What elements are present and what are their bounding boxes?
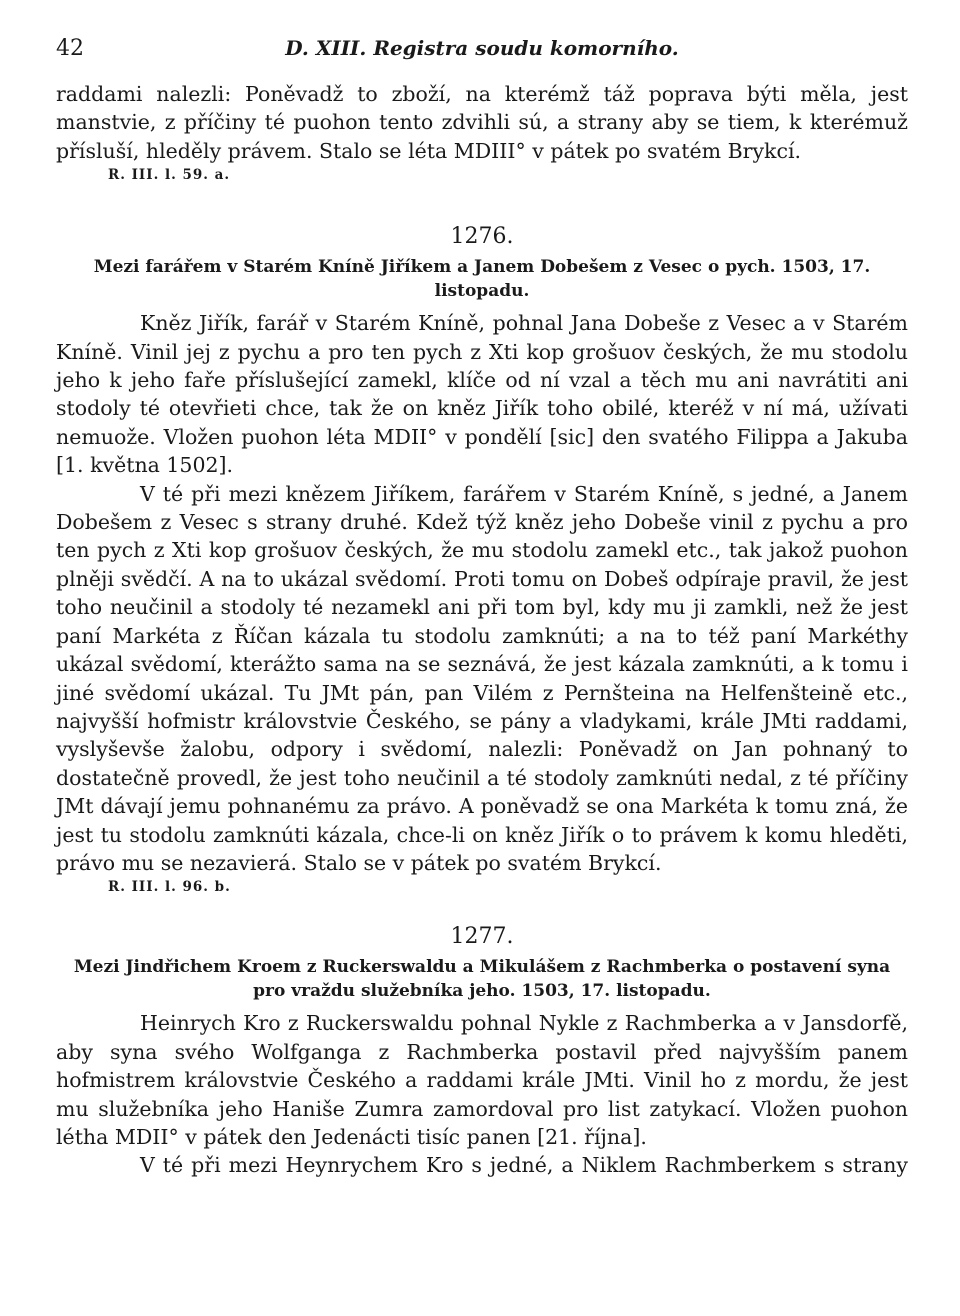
entry-reference: R. III. l. 96. b.	[108, 879, 231, 896]
entry-paragraph: Kněz Jiřík, farář v Starém Kníně, pohnal Jana Dobeše z Vesec a v Starém Kníně. Vinil jej z pychu a pro ten pych z Xti kop grošuov českých, že mu stodolu jeho k jeho faře příslušející zamekl, klíče od ní vzal a těch mu ani navrátiti ani stodoly té otevřieti chce, tak že on kněz Jiřík toho obilé, kteréž v ní má, užívati nemuože. Vložen puohon léta MDII° v pondělí [sic] den svatého Filippa a Jakuba [1. května 1502].	[56, 311, 908, 478]
entry-number: 1276.	[450, 224, 514, 250]
intro-paragraph: raddami nalezli: Poněvadž to zboží, na kterémž táž poprava býti měla, jest manstvie, z příčiny té puohon tento zdvihli sú, a strany aby se tiem, k kterémuž přísluší, hleděly právem. Stalo se léta MDIII° v pátek po svatém Brykcí.	[56, 82, 908, 163]
entry-summary: Mezi Jindřichem Kroem z Ruckerswaldu a Mikulášem z Rachmberka o postavení syna pro vraždu služebníka jeho. 1503, 17. listopadu.	[73, 957, 891, 1002]
entry-1276	[56, 223, 908, 895]
book-page	[0, 36, 960, 1316]
entry-paragraph: Heinrych Kro z Ruckerswaldu pohnal Nykle z Rachmberka a v Jansdorfě, aby syna svého Wolfganga z Rachmberka postavil před najvyšším panem hofmistrem královstvie Českého a raddami krále JMti. Vinil ho z mordu, že jest mu služebníka jeho Haniše Zumra zamordoval pro list zatykací. Vložen puohon létha MDII° v pátek den Jedenácti tisíc panen [21. října].	[56, 1011, 908, 1149]
intro-reference: R. III. l. 59. a.	[108, 167, 231, 184]
entry-paragraph: V té při mezi Heynrychem Kro s jedné, a Niklem Rachmberkem s strany	[140, 1153, 908, 1178]
entry-summary: Mezi farářem v Starém Kníně Jiříkem a Janem Dobešem z Vesec o pych. 1503, 17. listopadu.	[93, 257, 871, 302]
entry-1277	[56, 923, 908, 1179]
running-title: D. XIII. Registra soudu komorního.	[285, 36, 679, 60]
entry-number: 1277.	[450, 924, 514, 950]
page-number: 42	[56, 36, 84, 61]
entry-paragraph: V té při mezi knězem Jiříkem, farářem v Starém Kníně, s jedné, a Janem Dobešem z Vesec s strany druhé. Kdež týž kněz jeho Dobeše vinil z pychu a pro ten pych z Xti kop grošuov českých, že mu stodolu zamekl etc., tak jakož puohon plněji svědčí. A na to ukázal svědomí. Proti tomu on Dobeš odpíraje pravil, že jest toho neučinil a stodoly té nezamekl ani při tom byl, kdy mu ji zamkli, než že jest paní Markéta z Říčan kázala tu stodolu zamknúti; a na to též paní Markéthy ukázal svědomí, kterážto sama na se seznává, že jest kázala zamknúti, a k tomu i jiné svědomí ukázal. Tu JMt pán, pan Vilém z Pernšteina na Helfenšteině etc., najvyšší hofmistr královstvie Českého, se pány a vladykami, krále JMti raddami, vyslyševše žalobu, odpory i svědomí, nalezli: Poněvadž on Jan pohnaný to dostatečně provedl, že jest toho neučinil a té stodoly zamknúti nedal, z té příčiny JMt dávají jemu pohnanému za právo. A poněvadž se ona Markéta k tomu zná, že jest tu stodolu zamknúti kázala, chce-li on kněz Jiřík o to právem k komu hleděti, právo mu se nezavierá. Stalo se v pátek po svatém Brykcí.	[56, 481, 908, 875]
running-head	[56, 36, 908, 76]
